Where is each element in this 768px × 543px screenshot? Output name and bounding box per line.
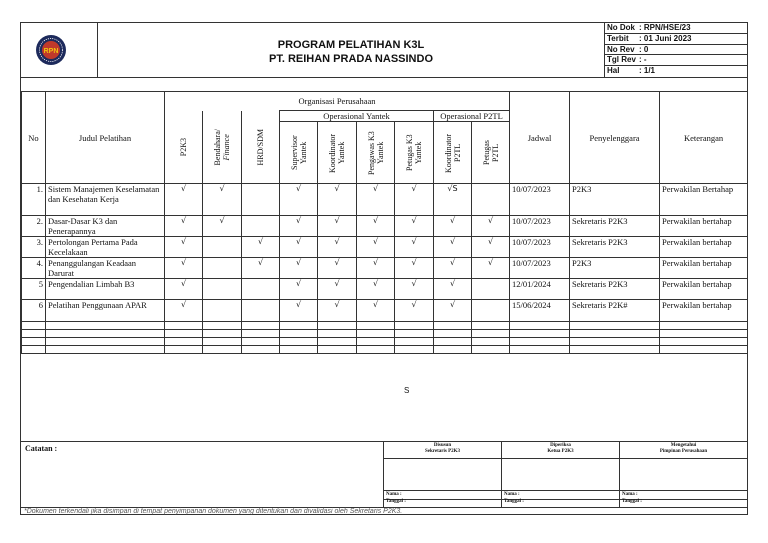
doc-info-row: Tgl Rev : - bbox=[604, 55, 747, 66]
signature-diperiksa: Diperiksa Ketua P2K3 Nama : Tanggal : bbox=[501, 442, 619, 508]
header-finance: Bendahara/ Finance bbox=[203, 111, 242, 184]
document-title: PROGRAM PELATIHAN K3L bbox=[277, 39, 425, 51]
empty-row bbox=[22, 346, 748, 354]
header-koordinator-p2tl: Koordinator P2TL bbox=[434, 122, 472, 184]
document-header bbox=[21, 23, 747, 78]
training-table bbox=[21, 91, 748, 354]
header-jadwal: Jadwal bbox=[510, 92, 570, 184]
doc-info-row: Terbit : 01 Juni 2023 bbox=[604, 34, 747, 45]
document-sheet bbox=[20, 22, 748, 515]
table-row: 3. Pertolongan Pertama Pada Kecelakaan √ √ √ √ √ √ √ √ 10/07/2023 Sekretaris P2K3 Perwakilan bertahap bbox=[22, 237, 748, 258]
header-pengawas: Pengawas K3 Yantek bbox=[357, 122, 395, 184]
doc-info-row: No Dok : RPN/HSE/23 bbox=[604, 23, 747, 34]
empty-row bbox=[22, 338, 748, 346]
stray-mark-text: S bbox=[404, 386, 410, 395]
logo-text: RPN bbox=[43, 48, 59, 55]
header-judul: Judul Pelatihan bbox=[46, 92, 165, 184]
header-hrd: HRD/SDM bbox=[242, 111, 280, 184]
signature-footer bbox=[21, 441, 747, 508]
signature-mengetahui: Mengetahui Pimpinan Perusahaan Nama : Tanggal : bbox=[619, 442, 747, 508]
header-no: No bbox=[22, 92, 46, 184]
signature-block bbox=[383, 442, 747, 508]
table-row: 6 Pelatihan Penggunaan APAR √ √ √ √ √ √ 15/06/2024 Sekretaris P2K# Perwakilan bertahap bbox=[22, 300, 748, 322]
table-row: 1. Sistem Manajemen Keselamatan dan Kesehatan Kerja √ √ √ √ √ √ √S 10/07/2023 P2K3 Perwakilan Bertahap bbox=[22, 184, 748, 216]
document-info bbox=[604, 23, 747, 77]
header-petugas-p2tl: Petugas P2TL bbox=[472, 122, 510, 184]
doc-info-row: No Rev : 0 bbox=[604, 45, 747, 56]
doc-info-row: Hal : 1/1 bbox=[607, 66, 656, 76]
company-name: PT. REIHAN PRADA NASSINDO bbox=[269, 53, 433, 65]
header-supervisor: Supervisor Yantek bbox=[280, 122, 318, 184]
title-cell bbox=[97, 23, 605, 77]
table-row: 4. Penanggulangan Keadaan Darurat √ √ √ √ √ √ √ √ 10/07/2023 P2K3 Perwakilan bertahap bbox=[22, 258, 748, 279]
disclaimer-text: *Dokumen terkendali jika disimpan di tempat penyimpanan dokumen yang ditentukan dan divalidasi oleh Sekretaris P2K3. bbox=[21, 507, 747, 515]
header-operasional-yantek: Operasional Yantek bbox=[280, 111, 434, 122]
table-row: 5 Pengendalian Limbah B3 √ √ √ √ √ √ 12/01/2024 Sekretaris P2K3 Perwakilan bertahap bbox=[22, 279, 748, 300]
catatan-label: Catatan : bbox=[25, 444, 58, 453]
header-keterangan: Keterangan bbox=[660, 92, 748, 184]
empty-row bbox=[22, 322, 748, 330]
spacer-row bbox=[21, 77, 747, 92]
header-organisasi: Organisasi Perusahaan bbox=[165, 92, 510, 111]
empty-row bbox=[22, 330, 748, 338]
header-penyelenggara: Penyelenggara bbox=[570, 92, 660, 184]
header-p2k3: P2K3 bbox=[165, 111, 203, 184]
logo-cell bbox=[21, 23, 98, 77]
company-logo-icon bbox=[35, 34, 67, 66]
header-koordinator-yantek: Koordinator Yantek bbox=[318, 122, 357, 184]
table-row: 2. Dasar-Dasar K3 dan Penerapannya √ √ √ √ √ √ √ √ 10/07/2023 Sekretaris P2K3 Perwakilan bertahap bbox=[22, 216, 748, 237]
header-operasional-p2tl: Operasional P2TL bbox=[434, 111, 510, 122]
header-petugas-yantek: Petugas K3 Yantek bbox=[395, 122, 434, 184]
signature-disusun: Disusun Sekretaris P2K3 Nama : Tanggal : bbox=[383, 442, 501, 508]
